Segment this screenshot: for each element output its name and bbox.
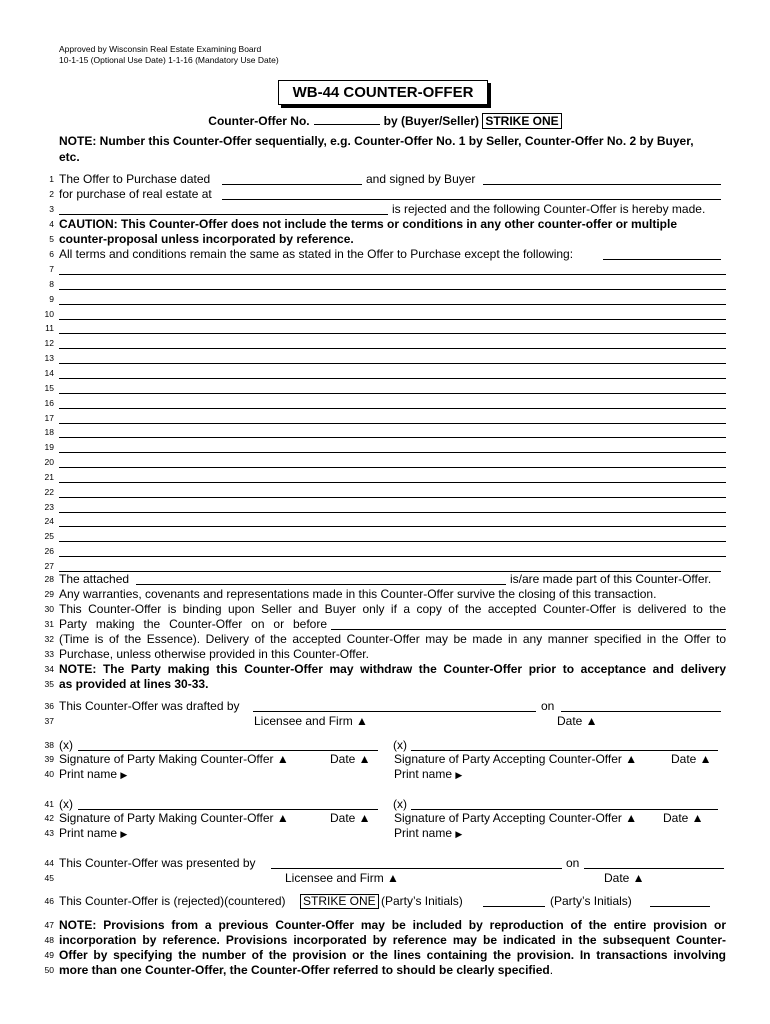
real-estate-address-field[interactable] xyxy=(222,189,721,200)
line-31 xyxy=(0,617,770,632)
sig-making-caption: Signature of Party Making Counter-Offer ▲ xyxy=(59,811,289,825)
footer-note-4-text: more than one Counter-Offer, the Counter-Offer referred to should be clearly specified xyxy=(59,963,550,977)
blank-line-field[interactable] xyxy=(59,526,726,527)
line-number: 20 xyxy=(44,457,54,467)
blank-line-field[interactable] xyxy=(59,512,726,513)
date-caption: Date ▲ xyxy=(330,811,371,825)
blank-line xyxy=(0,500,770,515)
withdraw-note-cont: as provided at lines 30-33. xyxy=(59,677,209,691)
line-38 xyxy=(0,738,770,753)
blank-line-field[interactable] xyxy=(59,289,726,290)
line-number: 35 xyxy=(44,679,54,689)
line-43 xyxy=(0,826,770,841)
blank-line xyxy=(0,440,770,455)
print-name-text: Print name xyxy=(59,767,118,781)
drafted-by-label: This Counter-Offer was drafted by xyxy=(59,699,240,713)
blank-line xyxy=(0,321,770,336)
numbering-note: NOTE: Number this Counter-Offer sequentially, e.g. Counter-Offer No. 1 by Seller, Counter-Offer No. 2 by Buyer, etc. xyxy=(59,134,694,164)
blank-line-field[interactable] xyxy=(59,556,726,557)
strike-one-box: STRIKE ONE xyxy=(482,113,561,129)
line-number: 31 xyxy=(44,619,54,629)
blank-line-field[interactable] xyxy=(59,274,726,275)
line-number: 18 xyxy=(44,427,54,437)
date-caption: Date ▲ xyxy=(330,752,371,766)
licensee-firm-caption: Licensee and Firm ▲ xyxy=(254,714,368,728)
line-33 xyxy=(0,647,770,662)
print-name-label xyxy=(394,826,462,842)
approval-note xyxy=(59,44,279,66)
blank-line xyxy=(0,544,770,559)
rejected-statement: is rejected and the following Counter-Offer is hereby made. xyxy=(392,202,706,216)
blank-line-field[interactable] xyxy=(59,378,726,379)
line-number: 34 xyxy=(44,664,54,674)
line-number: 32 xyxy=(44,634,54,644)
sig-accepting-caption: Signature of Party Accepting Counter-Offer ▲ xyxy=(394,752,638,766)
blank-line-field[interactable] xyxy=(59,393,726,394)
blank-line-field[interactable] xyxy=(59,333,726,334)
line-44 xyxy=(0,856,770,871)
on-label: on xyxy=(541,699,555,713)
line-49 xyxy=(0,948,770,963)
blank-line xyxy=(0,277,770,292)
withdraw-note: NOTE: The Party making this Counter-Offer may withdraw the Counter-Offer prior to acceptance and delivery xyxy=(59,662,726,676)
line-37 xyxy=(0,714,770,729)
print-name-text: Print name xyxy=(59,826,118,840)
line-number: 10 xyxy=(44,309,54,319)
on-label: on xyxy=(566,856,580,870)
party-initials-label-1: (Party’s Initials) xyxy=(381,894,463,908)
line-number: 29 xyxy=(44,589,54,599)
line-number: 7 xyxy=(49,264,54,274)
date-caption: Date ▲ xyxy=(557,714,598,728)
footer-note-4 xyxy=(59,963,553,978)
line-2 xyxy=(0,187,770,202)
line-32 xyxy=(0,632,770,647)
line-41 xyxy=(0,797,770,812)
arrow-right-icon: ▶ xyxy=(120,770,128,780)
blank-line xyxy=(0,366,770,381)
print-name-text: Print name xyxy=(394,826,453,840)
blank-line-field[interactable] xyxy=(59,497,726,498)
deadline-label: Party making the Counter-Offer on or before xyxy=(59,617,327,631)
blank-line xyxy=(0,351,770,366)
line-number: 36 xyxy=(44,701,54,711)
blank-line xyxy=(0,381,770,396)
line-number: 38 xyxy=(44,740,54,750)
exceptions-field[interactable] xyxy=(603,249,721,260)
line-number: 45 xyxy=(44,873,54,883)
line-number: 42 xyxy=(44,813,54,823)
line-number: 21 xyxy=(44,472,54,482)
line-number: 47 xyxy=(44,920,54,930)
line-number: 5 xyxy=(49,234,54,244)
line-46 xyxy=(0,894,770,909)
line-45 xyxy=(0,871,770,886)
making-signature-field-2[interactable] xyxy=(78,799,378,810)
line-35 xyxy=(0,677,770,692)
arrow-right-icon: ▶ xyxy=(455,770,463,780)
date-caption: Date ▲ xyxy=(671,752,712,766)
footer-note-2: incorporation by reference. Provisions incorporated by reference may be indicated in the subsequent Counter- xyxy=(59,933,726,947)
blank-line-field[interactable] xyxy=(59,452,726,453)
line-42 xyxy=(0,811,770,826)
presented-by-field[interactable] xyxy=(271,858,562,869)
accepting-signature-field-1[interactable] xyxy=(411,740,718,751)
attached-documents-field[interactable] xyxy=(136,574,506,585)
making-signature-field-1[interactable] xyxy=(78,740,378,751)
footer-note-3: Offer by specifying the number of the provision or the lines containing the provision. In transactions involving xyxy=(59,948,726,962)
strike-one-box: STRIKE ONE xyxy=(300,894,379,909)
line-number: 22 xyxy=(44,487,54,497)
blank-line-field[interactable] xyxy=(59,541,726,542)
line-6 xyxy=(0,247,770,262)
rejected-countered-label: This Counter-Offer is (rejected)(countered) xyxy=(59,894,286,908)
line-number: 39 xyxy=(44,754,54,764)
print-name-text: Print name xyxy=(394,767,453,781)
line-number: 4 xyxy=(49,219,54,229)
line-number: 33 xyxy=(44,649,54,659)
line-number: 40 xyxy=(44,769,54,779)
line-number: 3 xyxy=(49,204,54,214)
blank-line xyxy=(0,529,770,544)
line-number: 9 xyxy=(49,294,54,304)
offer-dated-label: The Offer to Purchase dated xyxy=(59,172,211,186)
line-number: 27 xyxy=(44,561,54,571)
blank-line xyxy=(0,396,770,411)
date-caption: Date ▲ xyxy=(604,871,645,885)
attached-suffix: is/are made part of this Counter-Offer. xyxy=(510,572,712,586)
party-initials-field-1[interactable] xyxy=(483,896,545,907)
x-mark: (x) xyxy=(59,738,73,752)
line-number: 6 xyxy=(49,249,54,259)
line-number: 46 xyxy=(44,896,54,906)
line-47 xyxy=(0,918,770,933)
print-name-label xyxy=(59,826,127,842)
caution-text: CAUTION: This Counter-Offer does not include the terms or conditions in any other counter-offer or multiple xyxy=(59,217,678,231)
blank-line-field[interactable] xyxy=(59,467,726,468)
line-34 xyxy=(0,662,770,677)
x-mark: (x) xyxy=(59,797,73,811)
blank-line-field[interactable] xyxy=(59,482,726,483)
line-number: 30 xyxy=(44,604,54,614)
blank-line-field[interactable] xyxy=(59,304,726,305)
line-number: 26 xyxy=(44,546,54,556)
blank-line xyxy=(0,455,770,470)
footer-note: NOTE: Provisions from a previous Counter-Offer may be included by reproduction of the entire provision or xyxy=(59,918,726,932)
blank-line-field[interactable] xyxy=(59,363,726,364)
line-3 xyxy=(0,202,770,217)
line-30 xyxy=(0,602,770,617)
signed-by-buyer-label: and signed by Buyer xyxy=(366,172,476,186)
blank-line xyxy=(0,470,770,485)
line-number: 2 xyxy=(49,189,54,199)
print-name-label xyxy=(394,767,462,783)
drafted-date-field[interactable] xyxy=(561,701,721,712)
line-number: 48 xyxy=(44,935,54,945)
line-4 xyxy=(0,217,770,232)
print-name-label xyxy=(59,767,127,783)
line-number: 8 xyxy=(49,279,54,289)
sig-accepting-caption: Signature of Party Accepting Counter-Offer ▲ xyxy=(394,811,638,825)
blank-line-field[interactable] xyxy=(59,437,726,438)
blank-line xyxy=(0,307,770,322)
blank-line xyxy=(0,336,770,351)
line-number: 13 xyxy=(44,353,54,363)
accepting-signature-field-2[interactable] xyxy=(411,799,718,810)
caution-text-cont: counter-proposal unless incorporated by reference. xyxy=(59,232,354,246)
line-number: 1 xyxy=(49,174,54,184)
presented-date-field[interactable] xyxy=(584,858,724,869)
real-estate-address-field-2[interactable] xyxy=(59,204,388,215)
party-initials-field-2[interactable] xyxy=(650,896,710,907)
counter-no-label: Counter-Offer No. xyxy=(208,114,310,128)
party-initials-label-2: (Party’s Initials) xyxy=(550,894,632,908)
blank-line xyxy=(0,514,770,529)
line-number: 15 xyxy=(44,383,54,393)
line-1 xyxy=(0,172,770,187)
line-number: 14 xyxy=(44,368,54,378)
sig-making-caption: Signature of Party Making Counter-Offer ▲ xyxy=(59,752,289,766)
line-39 xyxy=(0,752,770,767)
delivery-text-cont: Purchase, unless otherwise provided in this Counter-Offer. xyxy=(59,647,369,661)
x-mark: (x) xyxy=(393,738,407,752)
line-number: 16 xyxy=(44,398,54,408)
line-number: 28 xyxy=(44,574,54,584)
arrow-right-icon: ▶ xyxy=(455,829,463,839)
line-number: 23 xyxy=(44,502,54,512)
presented-by-label: This Counter-Offer was presented by xyxy=(59,856,256,870)
date-caption: Date ▲ xyxy=(663,811,704,825)
licensee-firm-caption: Licensee and Firm ▲ xyxy=(285,871,399,885)
line-number: 12 xyxy=(44,338,54,348)
blank-line-field[interactable] xyxy=(59,423,726,424)
line-number: 43 xyxy=(44,828,54,838)
by-label: by (Buyer/Seller) xyxy=(383,114,479,128)
line-number: 41 xyxy=(44,799,54,809)
blank-line-field[interactable] xyxy=(59,319,726,320)
attached-label: The attached xyxy=(59,572,130,586)
line-50 xyxy=(0,963,770,978)
terms-remain-text: All terms and conditions remain the same as stated in the Offer to Purchase except the following: xyxy=(59,247,574,261)
approval-line-2: 10-1-15 (Optional Use Date) 1-1-16 (Mandatory Use Date) xyxy=(59,55,279,65)
blank-line-field[interactable] xyxy=(59,348,726,349)
line-number: 19 xyxy=(44,442,54,452)
real-estate-label: for purchase of real estate at xyxy=(59,187,212,201)
line-number: 24 xyxy=(44,516,54,526)
blank-line xyxy=(0,425,770,440)
line-number: 17 xyxy=(44,413,54,423)
form-title: WB-44 COUNTER-OFFER xyxy=(278,80,488,105)
line-number: 11 xyxy=(45,323,54,333)
warranties-text: Any warranties, covenants and representations made in this Counter-Offer survive the closing of this transaction. xyxy=(59,587,657,601)
buyer-name-field[interactable] xyxy=(483,174,721,185)
binding-text: This Counter-Offer is binding upon Seller and Buyer only if a copy of the accepted Counter-Offer is delivered to the xyxy=(59,602,726,616)
line-36 xyxy=(0,699,770,714)
footer-period: . xyxy=(549,963,554,977)
line-40 xyxy=(0,767,770,782)
delivery-text: (Time is of the Essence). Delivery of the accepted Counter-Offer may be made in any manner specified in the Offer to xyxy=(59,632,726,646)
line-number: 50 xyxy=(44,965,54,975)
line-number: 49 xyxy=(44,950,54,960)
line-number: 25 xyxy=(44,531,54,541)
line-29 xyxy=(0,587,770,602)
blank-line xyxy=(0,411,770,426)
drafted-by-field[interactable] xyxy=(253,701,536,712)
blank-line xyxy=(0,262,770,277)
blank-line-field[interactable] xyxy=(59,408,726,409)
deadline-field[interactable] xyxy=(331,619,726,630)
counter-no-field[interactable] xyxy=(314,114,380,125)
approval-line-1: Approved by Wisconsin Real Estate Examining Board xyxy=(59,44,262,54)
arrow-right-icon: ▶ xyxy=(120,829,128,839)
blank-line xyxy=(0,292,770,307)
line-number: 37 xyxy=(44,716,54,726)
offer-date-field[interactable] xyxy=(222,174,362,185)
blank-line xyxy=(0,485,770,500)
line-number: 44 xyxy=(44,858,54,868)
line-5 xyxy=(0,232,770,247)
x-mark: (x) xyxy=(393,797,407,811)
line-48 xyxy=(0,933,770,948)
counter-offer-number-line xyxy=(0,114,770,128)
line-28 xyxy=(0,572,770,587)
